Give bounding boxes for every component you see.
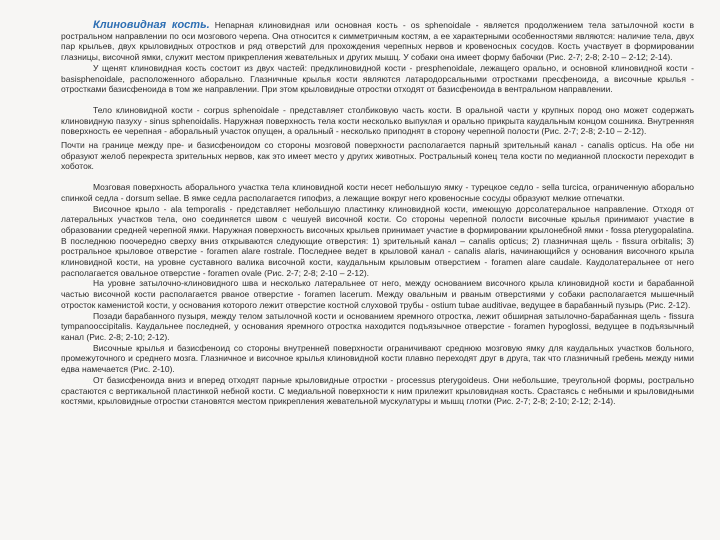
paragraph-middle-cranial-fossa: Височные крылья и базисфеноид со стороны внутренней поверхности ограничивают среднюю мозговую ямку для каудальных участков больного, промежуточного и среднего мозга. Глазничное и височное крылья клиновидной кости плавно переходят друг в друга, так что глазничный гребень между ними едва намечается (Рис. 2-10). — [61, 342, 694, 375]
paragraph-pterygoid-processes: От базисфеноида вниз и вперед отходят парные крыловидные отростки - processus pterygoideus. Они небольшие, треугольной формы, рострально срастаются с вертикальной пластинкой небной кости. С медиальной поверхности к ним прилежит крыловидная кость. Срастаясь с небными и крыловидными костями, крыловидные отростки становятся местом прикрепления жевательной мускулатуры и мышц глотки (Рис. 2-7; 2-8; 2-10; 2-12; 2-14). — [61, 374, 694, 407]
paragraph-sella-turcica: Мозговая поверхность аборального участка тела клиновидной кости несет небольшую ямку - турецкое седло - sella turcica, ограниченную аборально спинкой седла - dorsum sellae. В ямке седла располагается гипофиз, а лежащие вокруг него кровеносные сосуды образуют мелкие отпечатки. — [61, 182, 694, 203]
paragraph-body-of-bone: Тело клиновидной кости - corpus sphenoidale - представляет столбиковую часть кости. В оральной части у крупных пород оно может содержать клиновидную пазуху - sinus sphenoidalis. Наружная поверхность тела кости несколько выпуклая и орально прикрыта каудальным концом сошника. Внутренняя поверхность ее черепная - аборальный участок опущен, а оральный - несколько приподнят в сторону черепной полости (Рис. 2-7; 2-8; 2-10 – 2-12). — [61, 104, 694, 137]
paragraph-puppies: У щенят клиновидная кость состоит из двух частей: предклиновидной кости - presphenoidale, лежащего орально, и основной клиновидной кости - basisphenoidale, расположенного аборально. Глазничные крылья кости являются латародорсальными отростками пресфеноида, а височные крылья - отростками базисфеноида в том же направлении. При этом крыловидные отростки отходят от базисфеноида в вентральном направлении. — [61, 62, 694, 95]
paragraph-tympanooccipital-fissure: Позади барабанного пузыря, между телом затылочной кости и основанием яремного отростка, лежит обширная затылочно-барабанная щель - fissura tympanooccipitalis. Каудальнее последней, у основания яремного отростка находится подъязычное отверстие - foramen hypoglossi, ведущее в подъязычный канал (Рис. 2-8; 2-10; 2-12). — [61, 310, 694, 342]
paragraph-optic-canal: Почти на границе между пре- и базисфеноидом со стороны мозговой поверхности располагается парный зрительный канал - canalis opticus. На обе ни образуют желоб перекреста зрительных нервов, как это имеет место у других животных. Ростральный конец тела кости по медианной плоскости переходит в хоботок. — [61, 140, 694, 172]
paragraph-intro-text: Непарная клиновидная или основная кость - os sphenoidale - является продолжением тела затылочной кости в ростральном направлении по оси мозгового черепа. Она относится к симметричным костям, а ее характерными особенностями являются: наличие тела, двух пар крыльев, двух крыловидных отростков и ряд отверстий для прохождения черепных нервов и кровеносных сосудов. Кость участвует в формировании глазницы, височной ямки, служит местом прикрепления жевательных и других мышц. У собаки она имеет форму бабочки (Рис. 2-7; 2-8; 2-10 – 2-12; 2-14). — [61, 20, 694, 63]
paragraph-foramen-lacerum: На уровне затылочно-клиновидного шва и несколько латеральнее от него, между основанием височного крыла клиновидной кости и барабанной частью височной кости располагается рваное отверстие - foramen lacerum. Между овальным и рваным отверстиями у собаки располагается мышечный отросток каменистой кости, у основания которого лежит отверстие костной слуховой трубы - ostium tubae auditivae, ведущее в барабанный пузырь (Рис. 2-12). — [61, 278, 694, 310]
document-title: Клиновидная кость. — [93, 19, 210, 31]
paragraph-intro — [61, 20, 694, 63]
paragraph-temporal-wing: Височное крыло - ala temporalis - представляет небольшую пластинку клиновидной кости, имеющую дорсолатеральное направление. Отходя от латеральных участков тела, оно соединяется швом с чешуей височной кости. Со стороны черепной полости височные крылья принимают участие в образовании средней черепной ямки. Наружная поверхность височных крыльев принимает участие в формировании крылонебной ямки - fossa pterygopalatina. В последнюю поочередно сверху вниз открываются следующие отверстия: 1) зрительный канал – canalis opticus; 2) глазничная щель - fissura orbitalis; 3) ростральное крыловое отверстие - foramen alare rostrale. Последнее ведет в крыловой канал - canalis alaris, начинающийся у основания височного крыла клиновидной кости, на уровне суставного валика височной кости, каудальным крыловым отверстием - foramen alare caudale. Каудолатеральнее от него располагается овальное отверстие - foramen ovale (Рис. 2-7; 2-8; 2-10 – 2-12). — [61, 203, 694, 278]
